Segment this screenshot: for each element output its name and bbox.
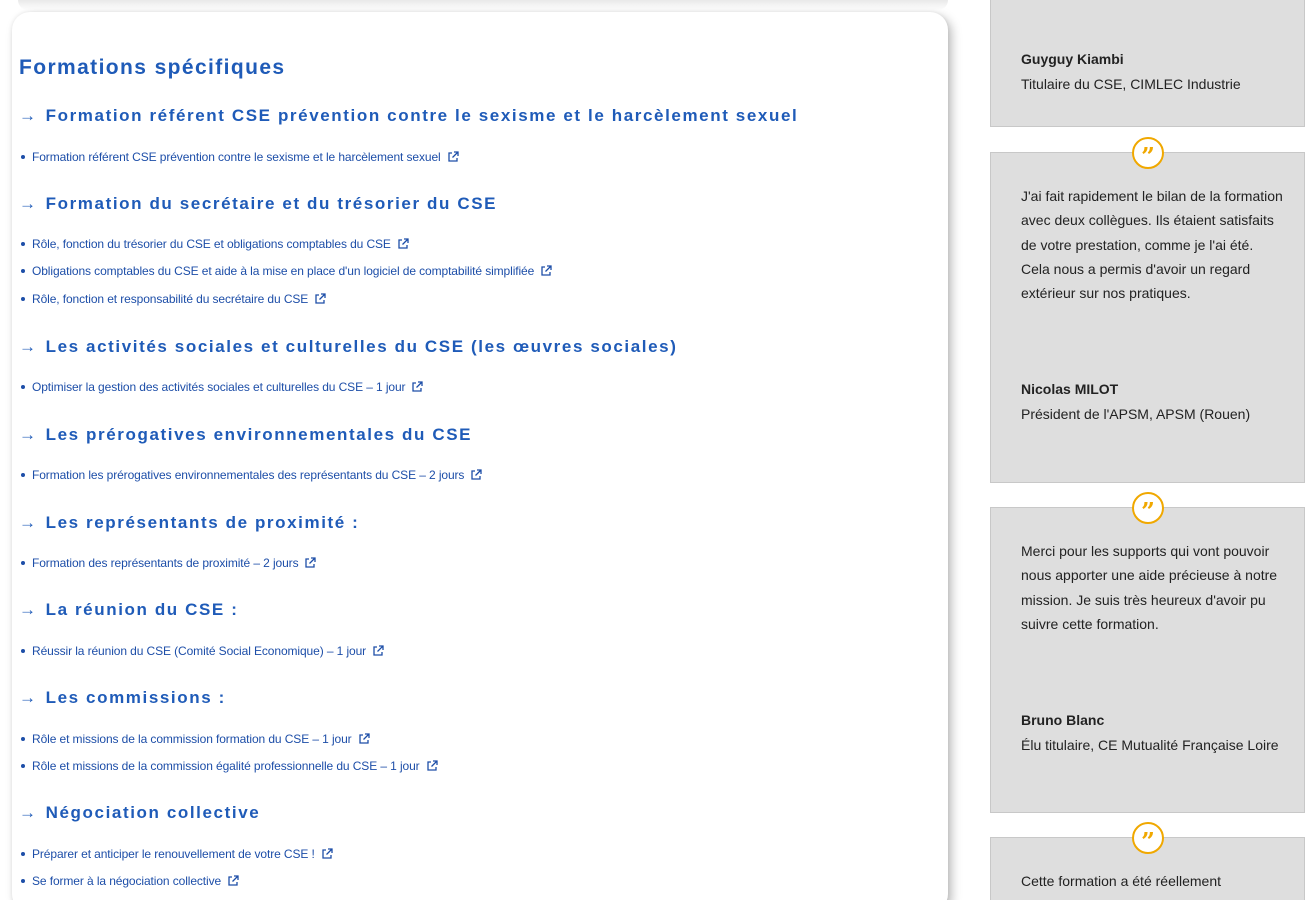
- training-link-label: Rôle et missions de la commission égalité professionnelle du CSE – 1 jour: [32, 759, 420, 773]
- section-heading-commissions: [19, 688, 226, 708]
- section-heading-text: Les commissions :: [45, 688, 226, 707]
- training-link[interactable]: [21, 556, 316, 570]
- arrow-icon: →: [19, 106, 38, 125]
- bullet: [21, 879, 25, 883]
- section-heading-text: Négociation collective: [45, 803, 261, 822]
- quote-icon: ”: [1132, 137, 1164, 169]
- section-heading-text: Les prérogatives environnementales du CSE: [45, 425, 473, 444]
- external-link-icon: [227, 875, 239, 887]
- arrow-icon: →: [19, 425, 38, 444]
- page-title: Formations spécifiques: [19, 56, 286, 79]
- training-link[interactable]: [21, 874, 239, 888]
- testimonial-role: Élu titulaire, CE Mutualité Française Loire: [1021, 737, 1279, 753]
- external-link-icon: [372, 645, 384, 657]
- training-link-label: Préparer et anticiper le renouvellement de votre CSE !: [32, 847, 315, 861]
- training-link[interactable]: [21, 292, 326, 306]
- external-link-icon: [321, 848, 333, 860]
- training-link-label: Rôle et missions de la commission formation du CSE – 1 jour: [32, 732, 352, 746]
- previous-card-edge: [18, 0, 948, 10]
- testimonial-role: Titulaire du CSE, CIMLEC Industrie: [1021, 76, 1241, 92]
- training-link[interactable]: [21, 644, 384, 658]
- quote-icon: ”: [1132, 822, 1164, 854]
- bullet: [21, 764, 25, 768]
- bullet: [21, 242, 25, 246]
- testimonial-author: Nicolas MILOT: [1021, 381, 1119, 397]
- external-link-icon: [397, 238, 409, 250]
- arrow-icon: →: [19, 600, 38, 619]
- external-link-icon: [426, 760, 438, 772]
- bullet: [21, 297, 25, 301]
- external-link-icon: [447, 151, 459, 163]
- training-link-label: Se former à la négociation collective: [32, 874, 222, 888]
- bullet: [21, 561, 25, 565]
- bullet: [21, 649, 25, 653]
- testimonial-text: Merci pour les supports qui vont pouvoir nous apporter une aide précieuse à notre mission. Je suis très heureux d'avoir pu suivre cette formation.: [1021, 543, 1278, 632]
- training-link-label: Formation les prérogatives environnementales des représentants du CSE – 2 jours: [32, 468, 465, 482]
- bullet: [21, 155, 25, 159]
- arrow-icon: →: [19, 688, 38, 707]
- section-heading-activites-sociales: [19, 337, 678, 357]
- training-link[interactable]: [21, 380, 423, 394]
- arrow-icon: →: [19, 513, 38, 532]
- external-link-icon: [314, 293, 326, 305]
- training-link[interactable]: [21, 150, 459, 164]
- bullet: [21, 737, 25, 741]
- external-link-icon: [304, 557, 316, 569]
- section-heading-text: Les activités sociales et culturelles du CSE (les œuvres sociales): [45, 337, 678, 356]
- section-heading-text: Formation du secrétaire et du trésorier du CSE: [45, 194, 498, 213]
- training-link[interactable]: [21, 264, 552, 278]
- section-heading-reunion: [19, 600, 238, 620]
- section-heading-referent: [19, 106, 798, 126]
- section-heading-prerogatives: [19, 425, 472, 445]
- training-link-label: Rôle, fonction du trésorier du CSE et obligations comptables du CSE: [32, 237, 391, 251]
- testimonial-text: Cette formation a été réellement: [1021, 873, 1221, 889]
- training-link-label: Formation des représentants de proximité – 2 jours: [32, 556, 299, 570]
- testimonial-author: Guyguy Kiambi: [1021, 51, 1124, 67]
- external-link-icon: [411, 381, 423, 393]
- section-heading-text: La réunion du CSE :: [45, 600, 239, 619]
- testimonial-author: Bruno Blanc: [1021, 712, 1105, 728]
- training-link[interactable]: [21, 237, 409, 251]
- arrow-icon: →: [19, 803, 38, 822]
- arrow-icon: →: [19, 194, 38, 213]
- training-link-label: Optimiser la gestion des activités sociales et culturelles du CSE – 1 jour: [32, 380, 406, 394]
- external-link-icon: [540, 265, 552, 277]
- training-link-label: Rôle, fonction et responsabilité du secrétaire du CSE: [32, 292, 309, 306]
- testimonial-text: J'ai fait rapidement le bilan de la formation avec deux collègues. Ils étaient satisfaits de votre prestation, comme je l'ai été. Cela nous a permis d'avoir un regard extérieur sur nos pratiques.: [1021, 188, 1283, 302]
- section-heading-negociation: [19, 803, 260, 823]
- testimonial-role: Président de l'APSM, APSM (Rouen): [1021, 406, 1251, 422]
- external-link-icon: [470, 469, 482, 481]
- training-link-label: Obligations comptables du CSE et aide à la mise en place d'un logiciel de comptabilité simplifiée: [32, 264, 535, 278]
- quote-icon: ”: [1132, 492, 1164, 524]
- bullet: [21, 473, 25, 477]
- section-heading-secretaire-tresorier: [19, 194, 497, 214]
- training-link[interactable]: [21, 468, 482, 482]
- training-link[interactable]: [21, 847, 333, 861]
- external-link-icon: [358, 733, 370, 745]
- bullet: [21, 385, 25, 389]
- training-link-label: Réussir la réunion du CSE (Comité Social Economique) – 1 jour: [32, 644, 367, 658]
- section-heading-text: Formation référent CSE prévention contre le sexisme et le harcèlement sexuel: [45, 106, 799, 125]
- section-heading-proximite: [19, 513, 359, 533]
- training-link-label: Formation référent CSE prévention contre le sexisme et le harcèlement sexuel: [32, 150, 441, 164]
- training-link[interactable]: [21, 732, 370, 746]
- arrow-icon: →: [19, 337, 38, 356]
- bullet: [21, 269, 25, 273]
- training-link[interactable]: [21, 759, 438, 773]
- bullet: [21, 852, 25, 856]
- section-heading-text: Les représentants de proximité :: [45, 513, 360, 532]
